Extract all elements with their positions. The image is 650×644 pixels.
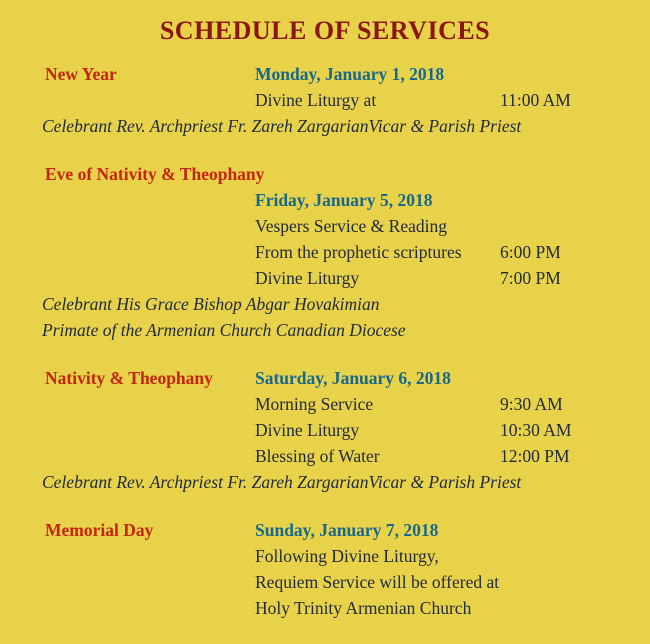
celebrant-line: Celebrant His Grace Bishop Abgar Hovakimian [42, 294, 380, 314]
service-time: 9:30 AM [500, 394, 563, 414]
service-time: 10:30 AM [500, 420, 572, 440]
section-title: Memorial Day [45, 520, 154, 540]
service-label: Divine Liturgy [255, 268, 360, 288]
section-date: Friday, January 5, 2018 [255, 190, 433, 210]
service-row [255, 213, 608, 239]
section-header [42, 365, 608, 391]
section-memorial-day [42, 517, 608, 621]
service-row [255, 417, 608, 443]
service-row [255, 543, 608, 569]
service-time: 11:00 AM [500, 90, 571, 110]
service-row [255, 239, 608, 265]
section-nativity [42, 365, 608, 495]
service-row [255, 595, 608, 621]
section-date: Sunday, January 7, 2018 [255, 520, 439, 540]
section-date: Monday, January 1, 2018 [255, 64, 445, 84]
service-label: Following Divine Liturgy, [255, 546, 439, 566]
section-title: Nativity & Theophany [45, 368, 213, 388]
section-new-year [42, 61, 608, 139]
section-eve-of-nativity [42, 161, 608, 343]
celebrant-line: Celebrant Rev. Archpriest Fr. Zareh ZargarianVicar & Parish Priest [42, 472, 522, 492]
section-date: Saturday, January 6, 2018 [255, 368, 451, 388]
service-label: Morning Service [255, 394, 374, 414]
service-label: Requiem Service will be offered at [255, 572, 500, 592]
page-title: SCHEDULE OF SERVICES [159, 16, 491, 45]
service-label: Holy Trinity Armenian Church [255, 598, 472, 618]
service-label: Divine Liturgy at [255, 90, 377, 110]
service-label: From the prophetic scriptures [255, 242, 462, 262]
service-row [255, 265, 608, 291]
celebrant-line: Primate of the Armenian Church Canadian Diocese [42, 320, 406, 340]
section-title: New Year [45, 64, 117, 84]
section-title: Eve of Nativity & Theophany [45, 164, 265, 184]
service-rows [255, 87, 608, 113]
service-label: Blessing of Water [255, 446, 380, 466]
service-row [255, 569, 608, 595]
service-label: Divine Liturgy [255, 420, 360, 440]
service-time: 12:00 PM [500, 446, 570, 466]
service-row [255, 391, 608, 417]
section-header [42, 61, 608, 87]
service-rows [255, 543, 608, 621]
service-row [255, 443, 608, 469]
section-header [42, 517, 608, 543]
service-rows [255, 187, 608, 291]
celebrant-line: Celebrant Rev. Archpriest Fr. Zareh ZargarianVicar & Parish Priest [42, 116, 522, 136]
service-rows [255, 391, 608, 469]
section-header [42, 161, 608, 187]
service-time: 7:00 PM [500, 268, 561, 288]
service-label: Vespers Service & Reading [255, 216, 447, 236]
service-row [255, 87, 608, 113]
service-time: 6:00 PM [500, 242, 561, 262]
